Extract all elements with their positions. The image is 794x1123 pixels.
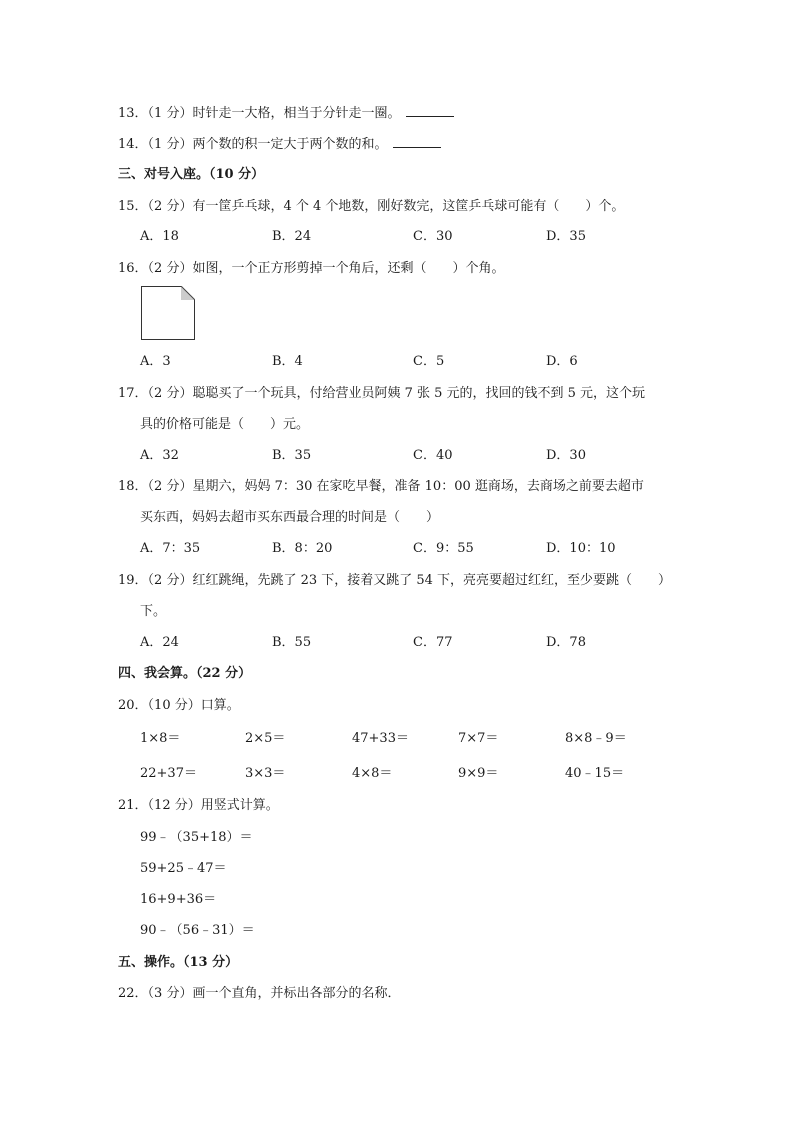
option-c[interactable]: C．77 xyxy=(413,635,453,650)
option-d[interactable]: D．30 xyxy=(546,448,586,463)
option-d[interactable]: D．10：10 xyxy=(546,541,616,556)
oral-calc-item: 4×8＝ xyxy=(352,766,393,781)
option-a[interactable]: A．7：35 xyxy=(140,541,201,556)
section-3-heading: 三、对号入座。（10 分） xyxy=(118,167,265,182)
oral-calc-item: 2×5＝ xyxy=(245,731,286,746)
option-a[interactable]: A．32 xyxy=(140,448,179,463)
option-b[interactable]: B．55 xyxy=(272,635,312,650)
question-17-line-2: 具的价格可能是（ ）元。 xyxy=(140,417,310,432)
option-b[interactable]: B．24 xyxy=(272,229,312,244)
option-a[interactable]: A．18 xyxy=(140,229,179,244)
option-d[interactable]: D．6 xyxy=(546,354,578,369)
vertical-calc-item: 16+9+36＝ xyxy=(140,892,217,907)
cut-corner-icon xyxy=(141,286,195,340)
question-15: 15．（2 分）有一筐乒乓球，4 个 4 个地数，刚好数完，这筐乒乓球可能有（ ）个。 xyxy=(118,199,625,214)
oral-calc-item: 7×7＝ xyxy=(458,731,499,746)
option-a[interactable]: A．24 xyxy=(140,635,179,650)
option-a[interactable]: A．3 xyxy=(140,354,171,369)
vertical-calc-item: 90﹣（56﹣31）＝ xyxy=(140,923,255,938)
oral-calc-item: 8×8﹣9＝ xyxy=(565,731,627,746)
question-16: 16．（2 分）如图，一个正方形剪掉一个角后，还剩（ ）个角。 xyxy=(118,261,505,276)
oral-calc-item: 3×3＝ xyxy=(245,766,286,781)
oral-calc-item: 40﹣15＝ xyxy=(565,766,625,781)
question-17-line-1: 17．（2 分）聪聪买了一个玩具，付给营业员阿姨 7 张 5 元的，找回的钱不到 5 元，这个玩 xyxy=(118,386,646,401)
oral-calc-item: 22+37＝ xyxy=(140,766,197,781)
answer-blank[interactable] xyxy=(393,135,441,148)
question-22: 22．（3 分）画一个直角，并标出各部分的名称． xyxy=(118,986,401,1001)
question-19-line-1: 19．（2 分）红红跳绳，先跳了 23 下，接着又跳了 54 下，亮亮要超过红红，至少要跳（ ） xyxy=(118,573,672,588)
section-4-heading: 四、我会算。（22 分） xyxy=(118,666,252,681)
question-18-line-2: 买东西，妈妈去超市买东西最合理的时间是（ ） xyxy=(140,510,440,525)
question-13 xyxy=(118,104,454,123)
question-13-text: 13．（1 分）时针走一大格，相当于分针走一圈。 xyxy=(118,106,401,121)
question-20: 20．（10 分）口算。 xyxy=(118,698,240,713)
option-c[interactable]: C．30 xyxy=(413,229,453,244)
option-d[interactable]: D．78 xyxy=(546,635,586,650)
option-b[interactable]: B．35 xyxy=(272,448,312,463)
option-d[interactable]: D．35 xyxy=(546,229,586,244)
question-14-text: 14．（1 分）两个数的积一定大于两个数的和。 xyxy=(118,137,388,152)
question-18-line-1: 18．（2 分）星期六，妈妈 7：30 在家吃早餐，准备 10：00 逛商场，去商场之前要去超市 xyxy=(118,479,644,494)
question-21: 21．（12 分）用竖式计算。 xyxy=(118,798,279,813)
oral-calc-item: 9×9＝ xyxy=(458,766,499,781)
option-b[interactable]: B．4 xyxy=(272,354,303,369)
oral-calc-item: 1×8＝ xyxy=(140,731,181,746)
oral-calc-item: 47+33＝ xyxy=(352,731,409,746)
option-c[interactable]: C．9：55 xyxy=(413,541,474,556)
option-c[interactable]: C．40 xyxy=(413,448,453,463)
question-14 xyxy=(118,135,441,154)
question-19-line-2: 下。 xyxy=(140,604,167,619)
cut-square-figure xyxy=(141,286,195,340)
section-5-heading: 五、操作。（13 分） xyxy=(118,955,239,970)
answer-blank[interactable] xyxy=(406,104,454,117)
option-b[interactable]: B．8：20 xyxy=(272,541,333,556)
vertical-calc-item: 59+25﹣47＝ xyxy=(140,861,227,876)
option-c[interactable]: C．5 xyxy=(413,354,445,369)
vertical-calc-item: 99﹣（35+18）＝ xyxy=(140,830,253,845)
